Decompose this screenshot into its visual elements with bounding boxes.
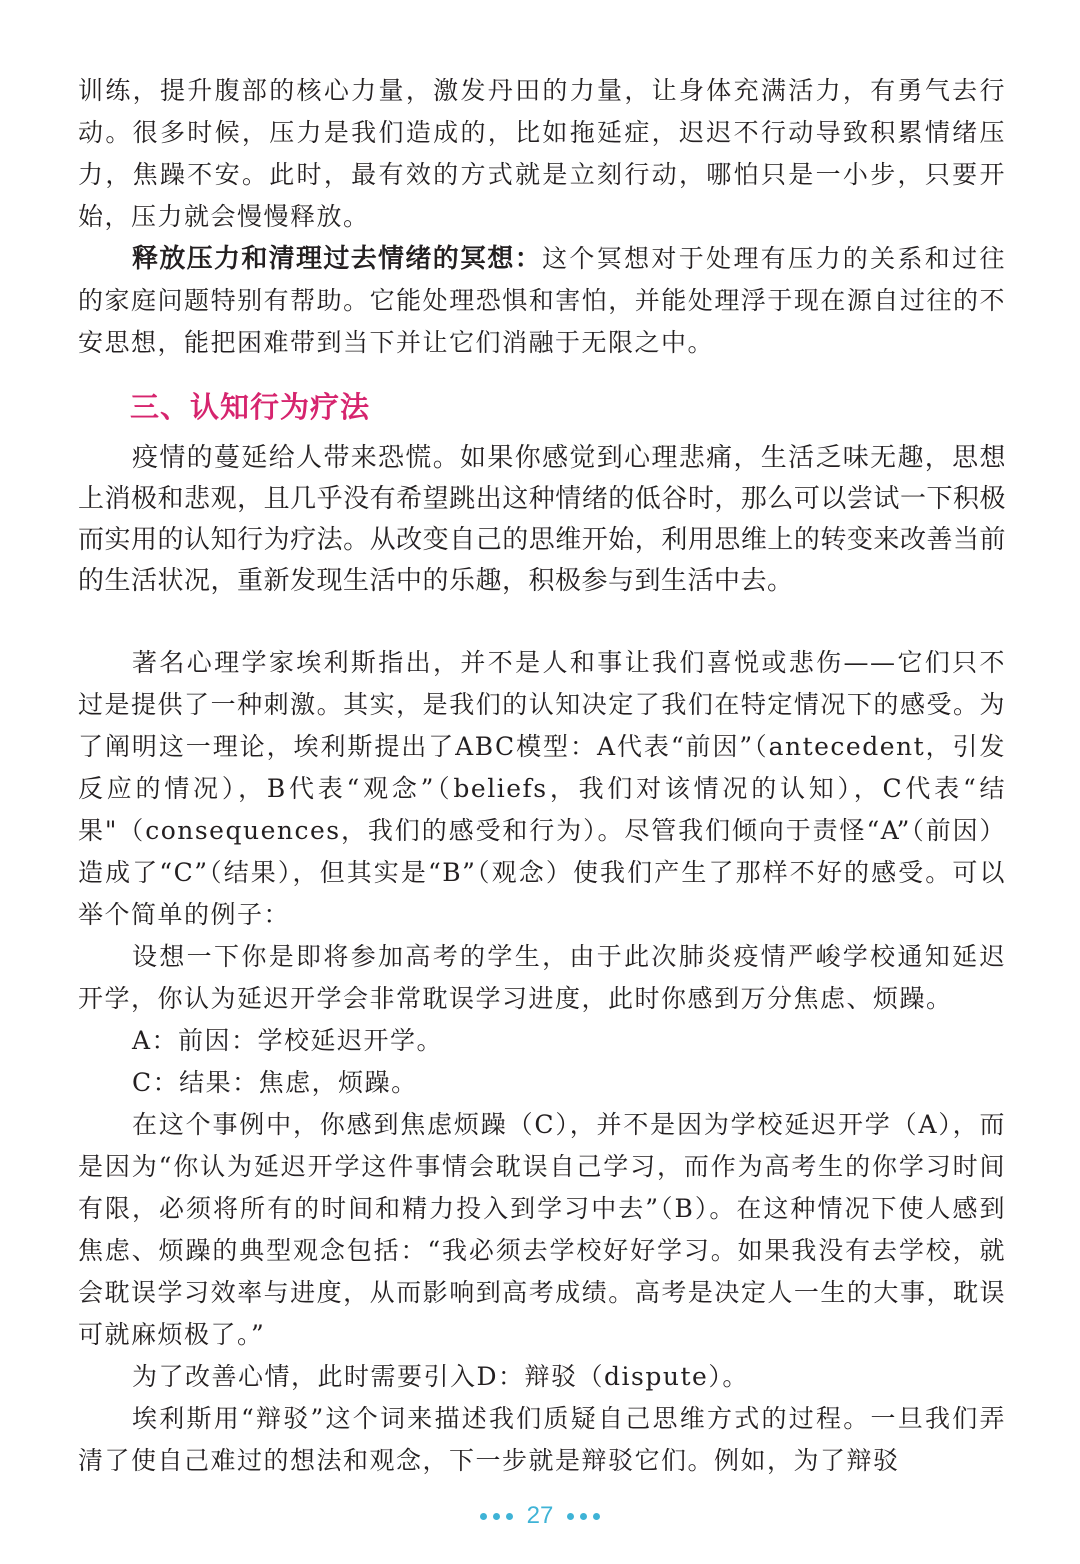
paragraph-antecedent: A：前因：学校延迟开学。 [132, 1026, 444, 1055]
left-dots-decoration [480, 1513, 513, 1520]
paragraph-intro: 疫情的蔓延给人带来恐慌。如果你感觉到心理悲痛，生活乏味无趣，思想上消极和悲观，且几乎没有希望跳出这种情绪的低谷时，那么可以尝试一下积极而实用的认知行为疗法。从改变自己的思维开始，利用思维上的转变来改善当前的生活状况，重新发现生活中的乐趣，积极参与到生活中去。 [78, 443, 1006, 596]
page-footer [0, 1498, 1080, 1534]
section-heading: 三、认知行为疗法 [130, 390, 371, 424]
paragraph-analysis: 在这个事例中，你感到焦虑烦躁（C），并不是因为学校延迟开学（A），而是因为“你认为延迟开学这件事情会耽误自己学习，而作为高考生的你学习时间有限，必须将所有的时间和精力投入到学习中去”（B）。在这种情况下使人感到焦虑、烦躁的典型观念包括：“我必须去学校好好学习。如果我没有去学校，就会耽误学习效率与进度，从而影响到高考成绩。高考是决定人一生的大事，耽误可就麻烦极了。” [78, 1110, 1006, 1349]
paragraph-core-strength: 训练，提升腹部的核心力量，激发丹田的力量，让身体充满活力，有勇气去行动。很多时候，压力是我们造成的，比如拖延症，迟迟不行动导致积累情绪压力，焦躁不安。此时，最有效的方式就是立刻行动，哪怕只是一小步，只要开始，压力就会慢慢释放。 [78, 76, 1006, 231]
page-number: 27 [526, 1502, 554, 1529]
paragraph-consequence: C：结果：焦虑，烦躁。 [132, 1068, 418, 1097]
paragraph-abc-model: 著名心理学家埃利斯指出，并不是人和事让我们喜悦或悲伤——它们只不过是提供了一种刺激。其实，是我们的认知决定了我们在特定情况下的感受。为了阐明这一理论，埃利斯提出了ABC模型：A代表“前因”（antecedent，引发反应的情况），B代表“观念”（beliefs，我们对该情况的认知），C代表“结果"（consequences，我们的感受和行为）。尽管我们倾向于责怪“A”（前因）造成了“C”（结果），但其实是“B”（观念）使我们产生了那样不好的感受。可以举个简单的例子： [78, 648, 1006, 929]
paragraph-example: 设想一下你是即将参加高考的学生，由于此次肺炎疫情严峻学校通知延迟开学，你认为延迟开学会非常耽误学习进度，此时你感到万分焦虑、烦躁。 [78, 942, 1006, 1013]
intro-block [78, 438, 1006, 602]
paragraph-dispute-intro: 为了改善心情，此时需要引入D：辩驳（dispute）。 [132, 1362, 749, 1391]
section-continuation [78, 70, 1006, 364]
right-dots-decoration [567, 1513, 600, 1520]
main-body [78, 642, 1006, 1482]
paragraph-dispute: 埃利斯用“辩驳”这个词来描述我们质疑自己思维方式的过程。一旦我们弄清了使自己难过的想法和观念，下一步就是辩驳它们。例如，为了辩驳 [78, 1404, 1006, 1475]
paragraph-meditation [78, 238, 1006, 364]
meditation-term: 释放压力和清理过去情绪的冥想： [132, 244, 543, 274]
meditation-description: 这个冥想对于处理有压力的关系和过往的家庭问题特别有帮助。它能处理恐惧和害怕，并能处理浮于现在源自过往的不安思想，能把困难带到当下并让它们消融于无限之中。 [78, 244, 1006, 357]
